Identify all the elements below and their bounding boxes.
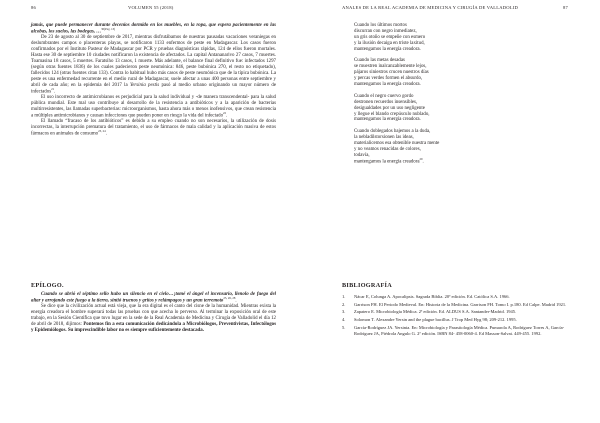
bibliography — [342, 283, 573, 339]
poem-line: Cuando los últimos mortos — [354, 23, 407, 28]
journal-header-left: VOLUMEN 55 (2018) — [128, 5, 174, 10]
poem-stanza — [354, 58, 574, 88]
poem-line: desigualdades por un uso negligente — [354, 105, 425, 111]
epilogo-quote: Cuando se abrió el séptimo sello hubo un silencio en el cielo…¡tomé el ángel el incensario, llenolo de fuego del altar y arrojando este fuego a la tierra, sintió truenos y gritos y relámpagos y un gran terremoto$^{25, 26, 28}$. — [31, 291, 276, 304]
paragraph-madagascar: De 23 de agosto al 30 de septiembre de 2017, mientras disfrutábamos de nuestras pausadas vacaciones veraniegas en deslumbrantes campos o placenteras playas, se notificaron 1133 enfermos de peste en Madagascar. Los casos fueron confirmados por el Instituto Pasteur de Madagascar por PCR y pruebas diagnósticas rápidas, 124 de ellos fueron mortales. Hasta ese 30 de septiembre 10 ciudades notificaron la existencia de afectados. La capital Antananarivo 27 casos, 7 muertes. Toamasina 18 casos, 5 muertes. Faratsiho 13 casos, 1 muerte. Más adelante, el balance final definitivo fue: infectados 1297 (según otras fuentes 1836) de los cuales padecieron peste neumónica: 846, peste bubónica 270, el resto no etiquetado), fallecidos 124 (otras fuentes citan 133). Contra lo habitual hubo más casos de peste neumónica que de la típica bubónica. La peste es una enfermedad recurrente en el medio rural de Madagascar, suele afectar a unas 400 personas entre septiembre y abril de cada año; en la epidemia del 2017 la Yersinia pestis pasó al medio urbano originando un mayor número de infectados$^{21}$. — [31, 35, 276, 95]
poem-line: y no veamos renacidas de colores, — [354, 146, 421, 152]
poem-line: y llegue el blando crepúsculo nublado, — [354, 111, 430, 117]
poem-line: mantengamos la energía creadora. — [354, 82, 421, 88]
poem-line: mantengamos la energía creadora. — [354, 117, 421, 123]
reference-item: 5. García-Rodríguez JA. Yersinia. En: Microbiología y Parasitología Médica. Pumarola A, Rodríguez Torres A, García-Rodríguez JA, Piédrola Angulo G. 2ª edición. ISBN 84- 458-0060-4. Ed Masson-Salvat. 449-455. 1992. — [342, 324, 565, 336]
journal-header-right: ANALES DE LA REAL ACADEMIA DE MEDICINA Y CIRUGÍA DE VALLADOLID — [342, 5, 519, 10]
poem-line: un gris otoño se empeñe con esmero — [354, 34, 426, 40]
epilogo-section — [31, 283, 276, 334]
poem-stanza — [354, 23, 574, 53]
epilogo-paragraph: Se dice que la civilización actual está vieja, que la era digital es el canto del cisne de la humanidad. Mientras exista la energía creadora el hombre superará todas las pruebas con que acecha lo perverso. Al terminar la exposición oral de este trabajo, en la Sesión Científica que tuvo lugar en la sede de la Real Academia de Medicina y Cirugía de Valladolid el día 12 de abril de 2018, dijimos: Pontemos fin a esta comunicación dedicándola a Microbiólogos, Preventivistas, Infectólogos y Epidemiólogos. Su imprescindible labor no es siempre suficientemente destacada. — [31, 304, 276, 333]
paragraph-antimicrobianos: El uso incorrecto de antimicrobianos es perjudicial para la salud individual y -de manera transcendental- para la salud pública mundial. Este mal uso contribuye al desarrollo de la resistencia a antibióticos y a la aparición de bacterias multirresistentes, las llamadas superbacterias: microorganismos, hasta ahora más o menos inofensivos, que crean resistencia a múltiples antimicrobianos y causan infecciones que pueden poner en riesgo la vida del infectado$^{22}$. — [31, 95, 276, 119]
poem-line: destronen recuerdos insensibles, — [354, 99, 418, 105]
poem-line: y la ilusión decaiga en triste laxitud, — [354, 40, 425, 46]
bibliography-title: BIBLIOGRAFÍA — [342, 282, 393, 289]
poem-line: mantengamos la energía creadora. — [354, 46, 421, 52]
left-body — [31, 23, 276, 138]
reference-item: 4. Solomon T. Alexandre Yersin and the plague bacillus. J Trop Med Hyg 98; 209-212. 1995. — [342, 317, 517, 323]
poem-line: discurran con negro inmediatez, — [354, 28, 417, 34]
poem-line: se muestren inalcanzablemente lejos, — [354, 64, 427, 70]
poem-line: pájaros siniestros crucen nuestros días — [354, 70, 429, 76]
intro-paragraph: jamás, que puede permanecer durante decenios dormido en los muebles, en la ropa, que espera pacientemente en las alcobas, los suelos, las bodegas, …$^{30(Pag. 13)}$ — [31, 23, 276, 35]
poem-line: mantengamos la energía creadora$^{29}$. — [354, 156, 424, 165]
poem-line: materialicemos esa obtenible nuestra mente — [354, 141, 440, 147]
poem — [354, 23, 574, 171]
reference-item: 1. Nácar E, Colunga A. Apocalipsis. Sagrada Biblia. 20ª edición. Ed. Católica S.A. 1966. — [342, 293, 510, 299]
poem-line: Cuando doblegados bajemos a la duda, — [354, 129, 431, 135]
right-page — [300, 0, 600, 423]
poem-line: Cuando el negro cuervo gordo — [354, 93, 414, 99]
reference-item: 3. Zapatero E. Microbiología Médica. 2ª edición. Ed. ALDUS S.A. Santander-Madrid. 1945. — [342, 309, 517, 315]
poem-line: Cuando las metas desadas — [354, 58, 405, 64]
poem-line: todavía, — [354, 152, 370, 158]
reference-item: 2. Garrison FH. El Periodo Medieval. En: Historia de la Medicina. Garrison FH. Tomo I. p.180. Ed Calpe. Madrid 1921. — [342, 301, 567, 307]
paragraph-fracaso: El llamado “fracaso de los antibióticos” es debido a su empleo cuando no son necesarios, la utilización de dosis incorrectas, la interrupción prematura del tratamiento, el uso de fármacos de mala calidad y la aplicación masiva de estos fármacos en animales de consumo$^{23, 24}$. — [31, 119, 276, 137]
poem-line: la nebladilstorsionen las ideas, — [354, 135, 414, 141]
epilogo-title: EPÍLOGO. — [31, 282, 64, 289]
page-number-left: 86 — [31, 5, 36, 10]
poem-stanza — [354, 94, 574, 124]
page-number-right: 87 — [563, 5, 568, 10]
poem-stanza — [354, 129, 574, 165]
poem-line: y percas verdes formen el absurdo, — [354, 76, 423, 82]
